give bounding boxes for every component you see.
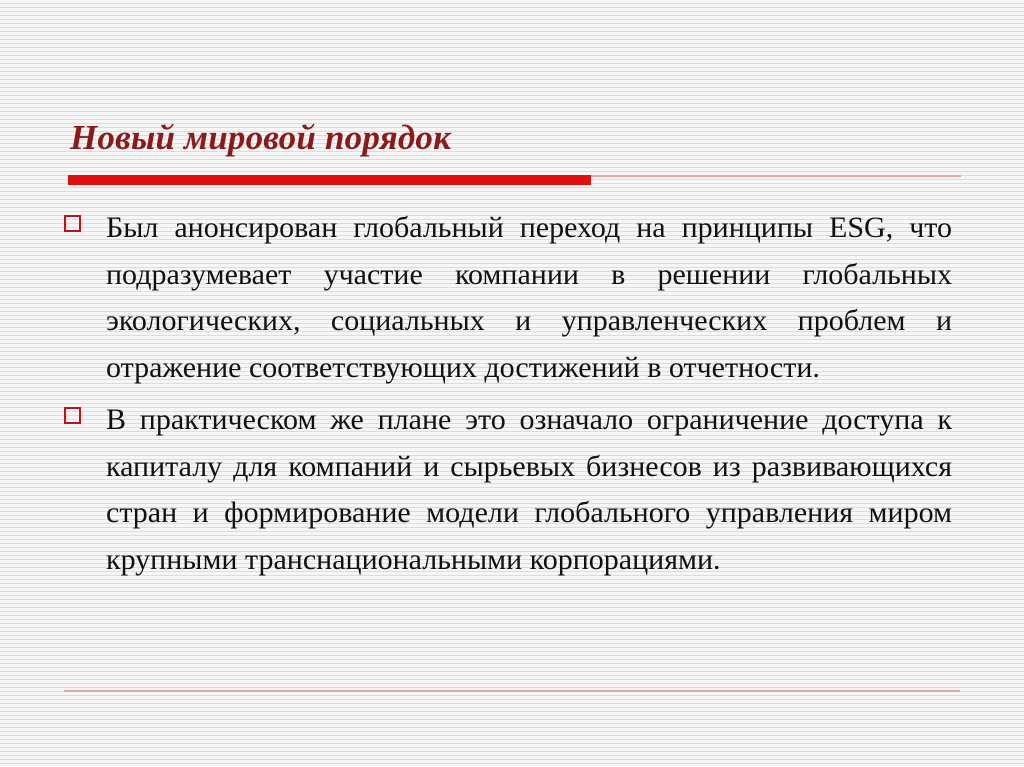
slide-title: Новый мировой порядок bbox=[70, 118, 452, 157]
square-bullet-icon bbox=[64, 215, 81, 232]
bullet-text: Был анонсирован глобальный переход на принципы ESG, что подразумевает участие компании в решении глобальных экологических, социальных и управленческих проблем и отражение соответствующих достижений в отчетности. bbox=[106, 211, 952, 384]
bullet-text: В практическом же плане это означало ограничение доступа к капиталу для компаний и сырьевых бизнесов из развивающихся стран и формирование модели глобального управления миром крупными транснациональными корпорациями. bbox=[106, 403, 952, 576]
bullet-item bbox=[64, 205, 952, 391]
bullet-list bbox=[64, 205, 952, 589]
title-underline-accent bbox=[68, 175, 591, 185]
bullet-item bbox=[64, 397, 952, 583]
square-bullet-icon bbox=[64, 407, 81, 424]
footer-divider bbox=[64, 690, 960, 692]
title-underline-thin bbox=[591, 175, 961, 177]
